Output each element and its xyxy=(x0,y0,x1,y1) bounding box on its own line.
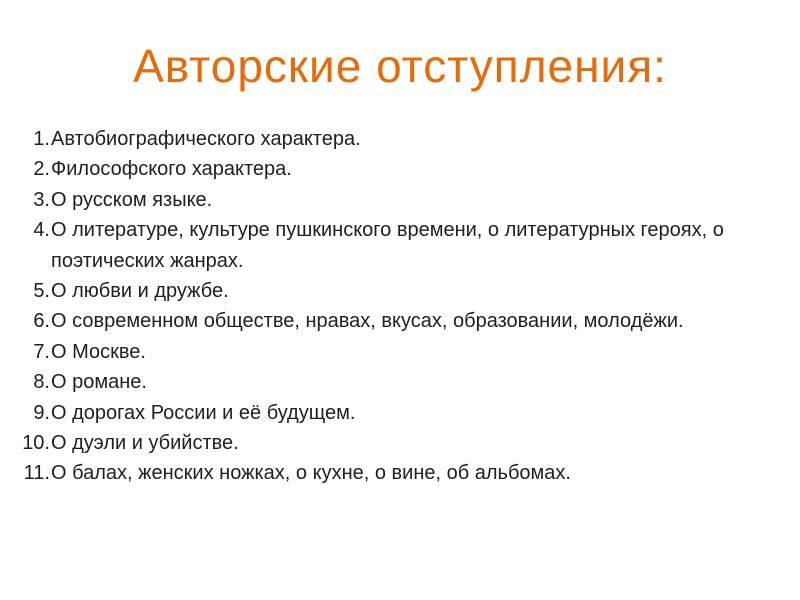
list-item-text: О Москве. xyxy=(51,340,146,363)
list-item-text: Философского характера. xyxy=(51,158,292,181)
list-item xyxy=(10,367,780,397)
list-item-number: 2. xyxy=(33,158,50,181)
list-item-text: О современном обществе, нравах, вкусах, образовании, молодёжи. xyxy=(51,310,684,333)
list-item-number: 3. xyxy=(33,188,50,211)
list-item-number: 9. xyxy=(33,401,50,424)
list-item-text: О дуэли и убийстве. xyxy=(51,432,239,455)
list-item-number: 8. xyxy=(33,371,50,394)
list-item-text: Автобиографического характера. xyxy=(51,128,361,150)
list-item-text: О дорогах России и её будущем. xyxy=(51,401,356,424)
list-item-number: 6. xyxy=(33,310,50,333)
list-item xyxy=(10,124,780,154)
list-item-number: 10. xyxy=(22,432,50,455)
list-item xyxy=(10,276,780,306)
list-item xyxy=(10,154,780,184)
list-item-text: О русском языке. xyxy=(51,188,213,211)
list-item xyxy=(10,185,780,215)
list-item xyxy=(10,398,780,428)
list-item-text: О романе. xyxy=(51,371,147,394)
list-item-text: О литературе, культуре пушкинского времени, о литературных героях, о поэтических жанрах. xyxy=(51,219,724,272)
list-item xyxy=(10,337,780,367)
list-item xyxy=(10,215,780,276)
list-item-number: 4. xyxy=(33,219,50,242)
list-item xyxy=(10,428,780,458)
list-item xyxy=(10,458,780,488)
list-item xyxy=(10,306,780,336)
list-item-number: 1. xyxy=(33,128,50,150)
slide-title: Авторские отступления: xyxy=(133,40,667,92)
list-item-number: 11. xyxy=(23,462,50,485)
digressions-list xyxy=(10,124,780,489)
list-item-number: 5. xyxy=(33,280,50,303)
list-item-number: 7. xyxy=(33,340,50,363)
list-item-text: О любви и дружбе. xyxy=(51,280,229,303)
list-item-text: О балах, женских ножках, о кухне, о вине, об альбомах. xyxy=(51,462,571,485)
